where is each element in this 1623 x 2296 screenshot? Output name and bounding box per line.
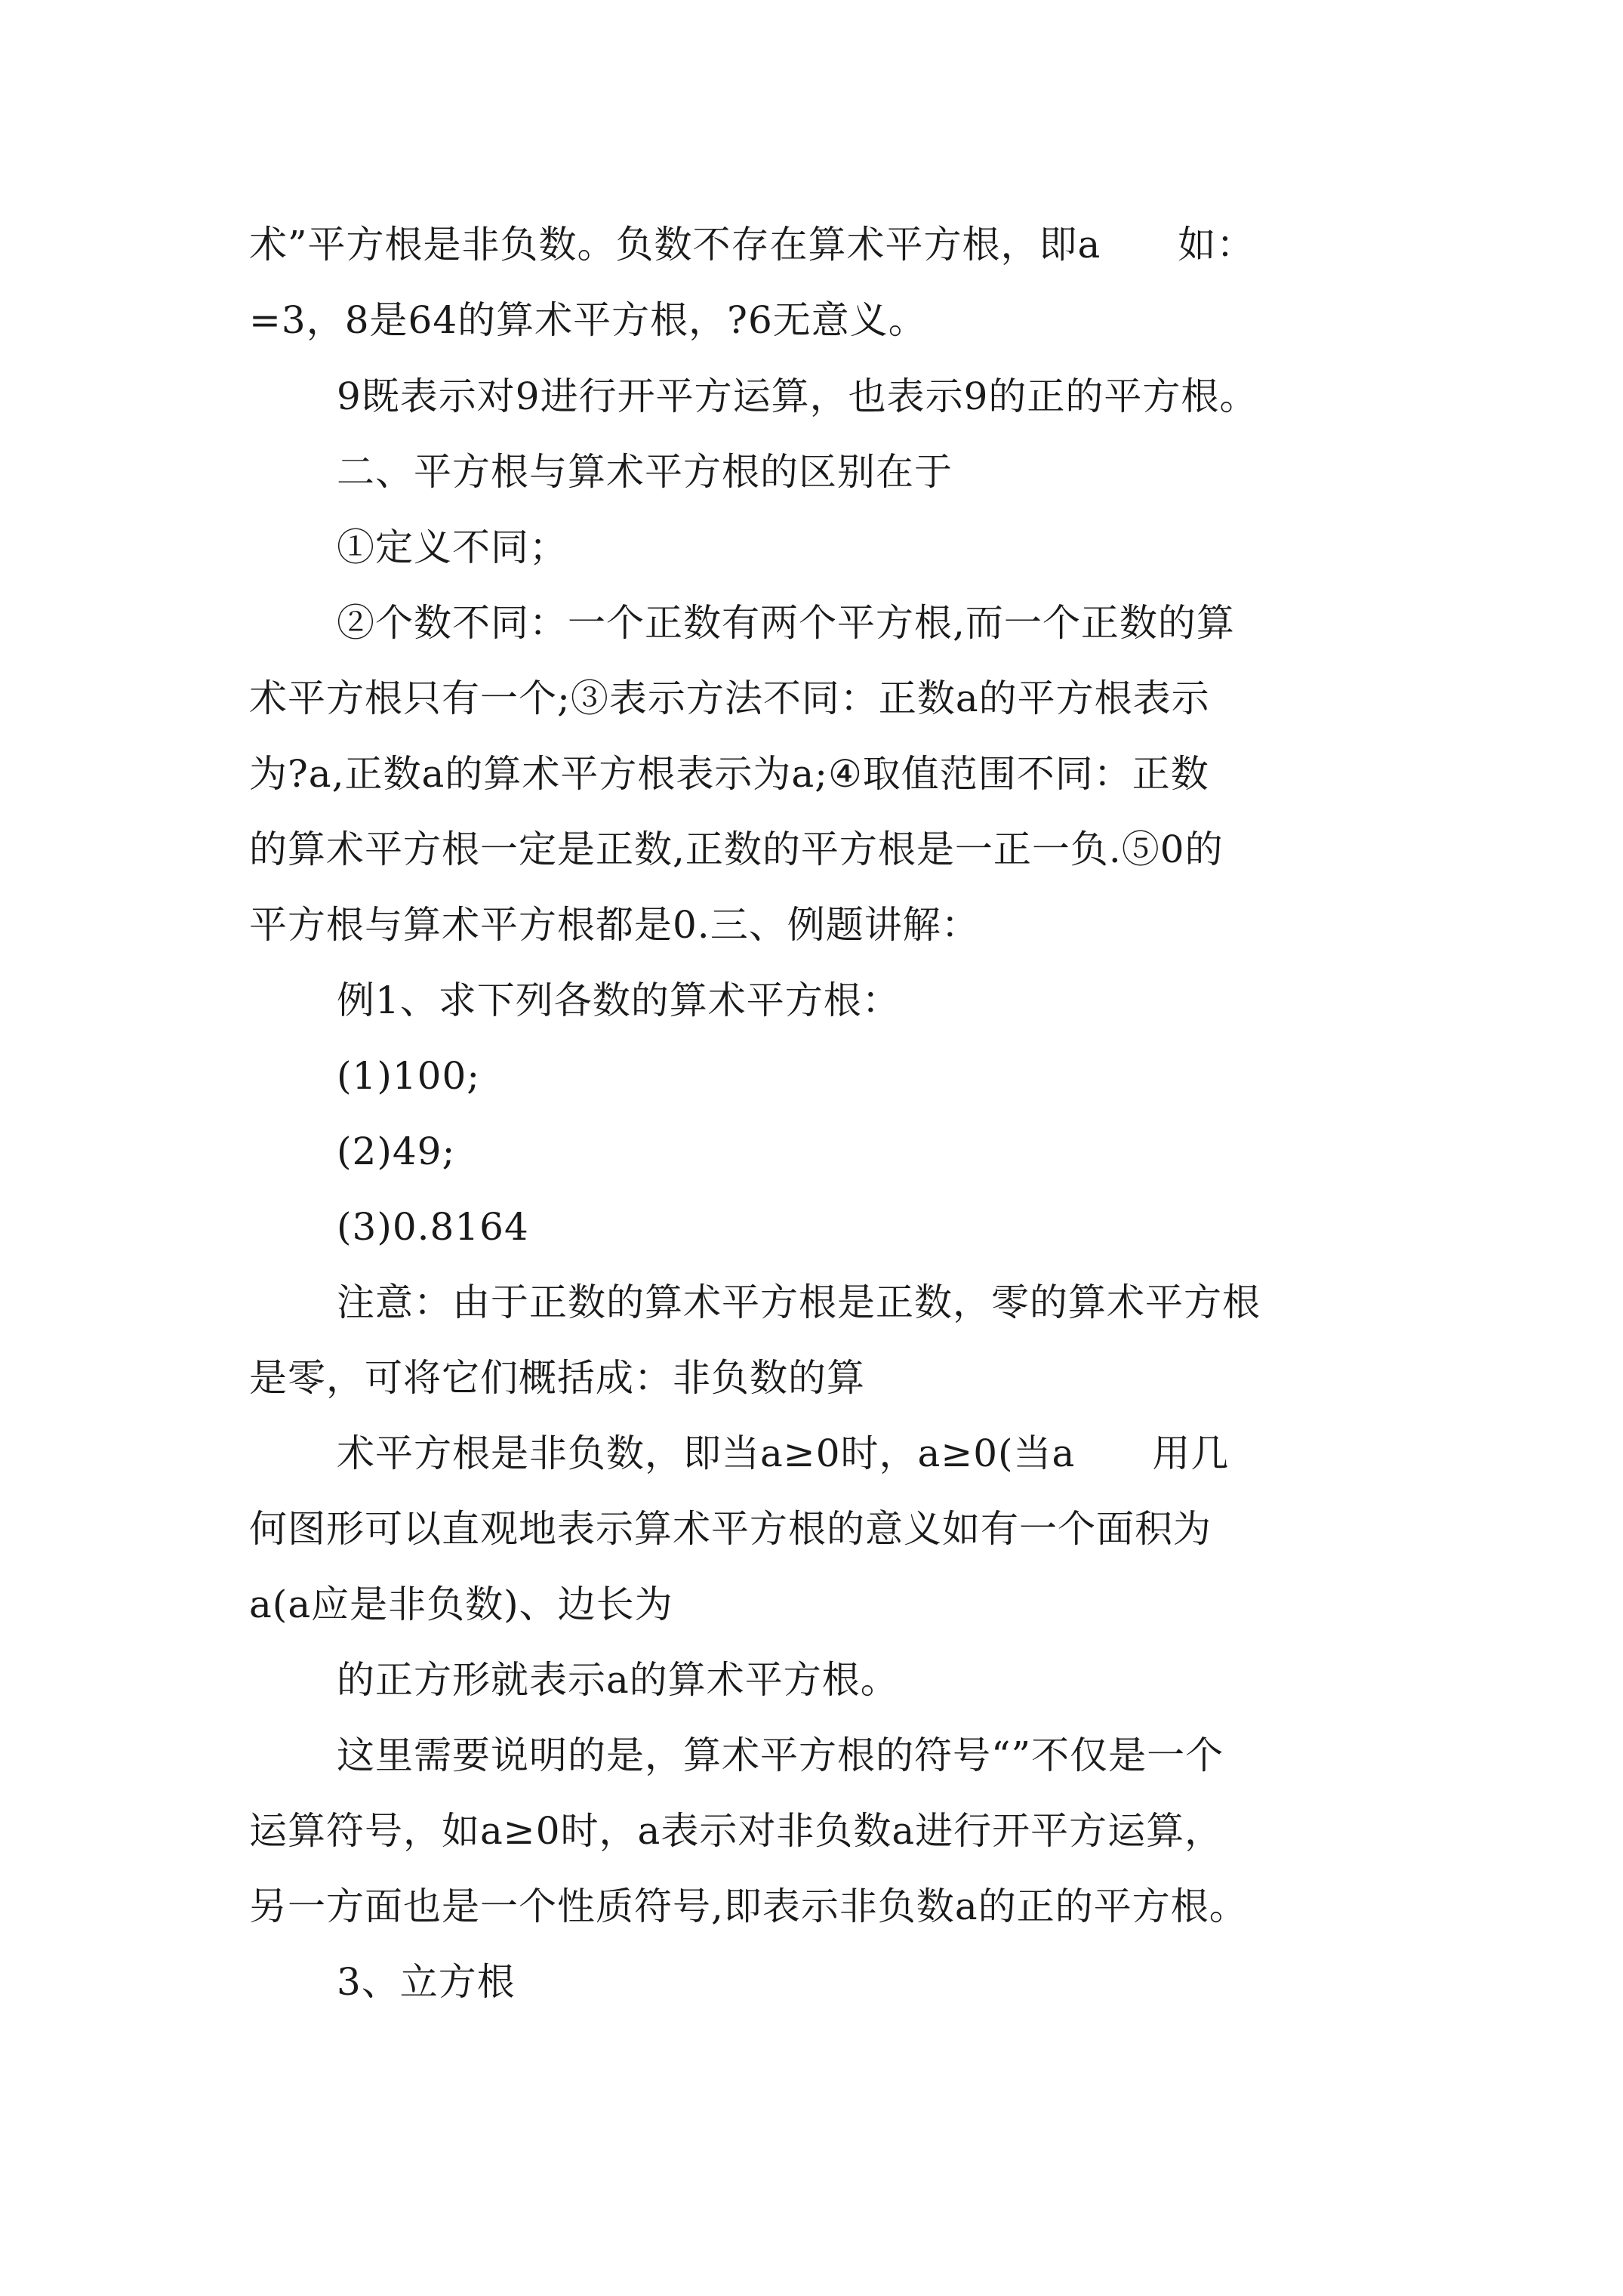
list-item: (1)100; <box>337 1054 481 1098</box>
text-line: a(a应是非负数)、边长为 <box>249 1583 673 1626</box>
text-line: ①定义不同； <box>337 525 568 569</box>
section-heading: 3、立方根 <box>337 1960 516 2004</box>
text-line: 注意：由于正数的算术平方根是正数，零的算术平方根 <box>337 1281 1261 1324</box>
text-line: 术”平方根是非负数。负数不存在算术平方根，即a 如： <box>249 223 1255 267</box>
text-line: 例1、求下列各数的算术平方根： <box>337 978 901 1022</box>
text-line: 运算符号，如a≥0时，a表示对非负数a进行开平方运算， <box>249 1809 1224 1853</box>
text-line: 术平方根只有一个;③表示方法不同：正数a的平方根表示 <box>249 676 1210 720</box>
text-line: 另一方面也是一个性质符号,即表示非负数a的正的平方根。 <box>249 1885 1248 1928</box>
section-heading: 二、平方根与算术平方根的区别在于 <box>337 450 953 494</box>
list-item: (3)0.8164 <box>337 1205 529 1249</box>
text-line: 是零，可将它们概括成：非负数的算 <box>249 1356 865 1400</box>
text-line: 术平方根是非负数，即当a≥0时，a≥0(当a 用几 <box>337 1432 1230 1475</box>
text-line: 平方根与算术平方根都是0.三、例题讲解： <box>249 903 980 947</box>
text-line: 为?a,正数a的算术平方根表示为a;④取值范围不同：正数 <box>249 752 1209 796</box>
text-line: 何图形可以直观地表示算术平方根的意义如有一个面积为 <box>249 1507 1212 1551</box>
text-line: 这里需要说明的是，算术平方根的符号“”不仅是一个 <box>337 1734 1224 1777</box>
text-line: 9既表示对9进行开平方运算，也表示9的正的平方根。 <box>337 374 1258 418</box>
text-line: ②个数不同：一个正数有两个平方根,而一个正数的算 <box>337 601 1235 645</box>
list-item: (2)49; <box>337 1130 456 1173</box>
text-line: 的正方形就表示a的算术平方根。 <box>337 1658 899 1702</box>
text-line: 的算术平方根一定是正数,正数的平方根是一正一负.⑤0的 <box>249 827 1224 871</box>
text-line: =3，8是64的算术平方根，?6无意义。 <box>249 298 927 342</box>
